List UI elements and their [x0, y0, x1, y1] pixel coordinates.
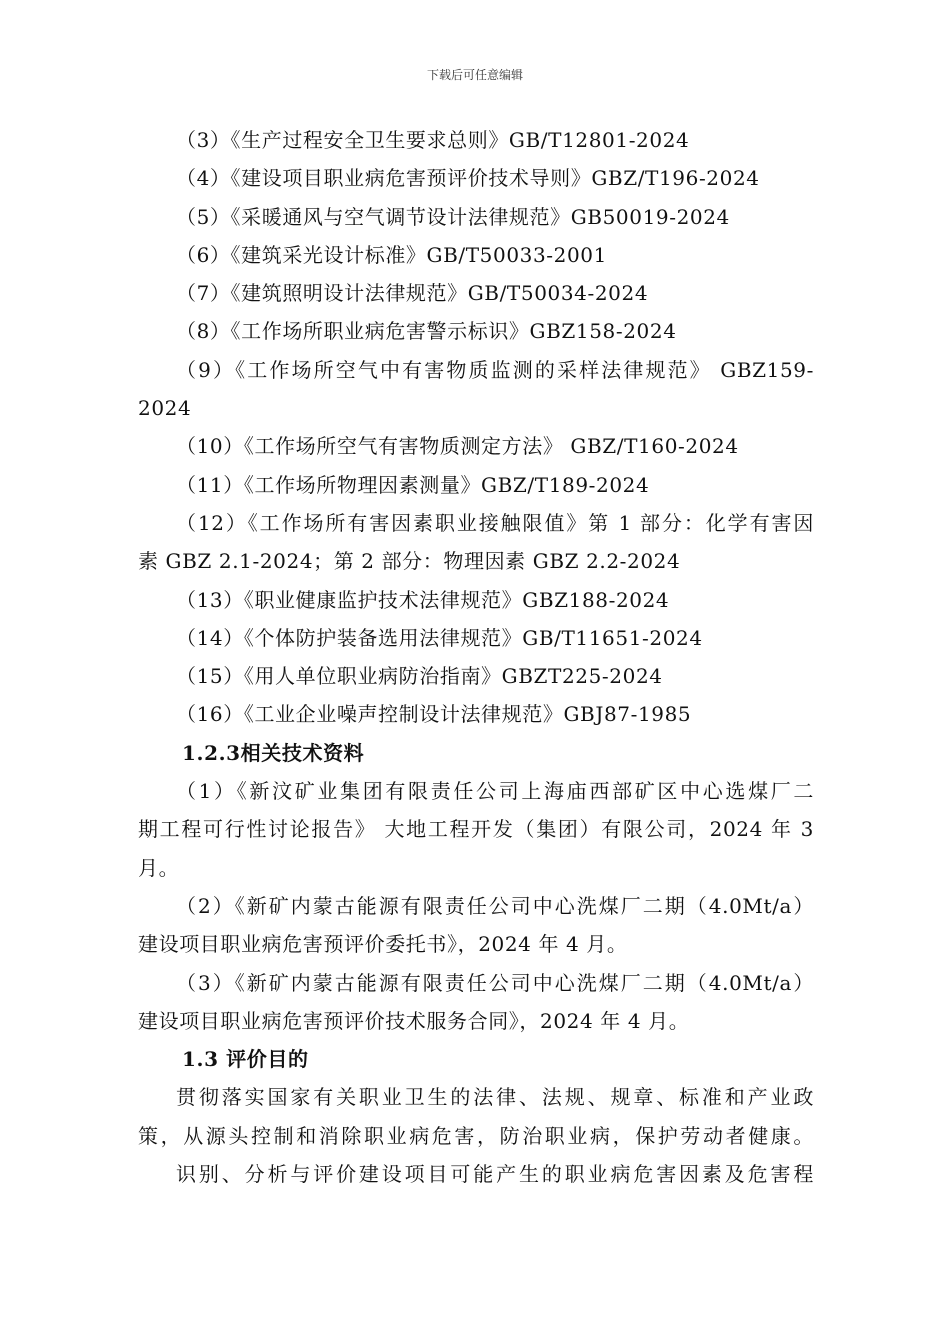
text-line: （5）《采暖通风与空气调节设计法律规范》GB50019-2024 — [176, 204, 730, 229]
text-line: （3）《新矿内蒙古能源有限责任公司中心洗煤厂二期（4.0Mt/a） — [176, 970, 814, 995]
text-line: 建设项目职业病危害预评价委托书》，2024 年 4 月。 — [138, 932, 628, 957]
section-heading: 1.2.3相关技术资料 — [182, 740, 365, 765]
text-line: （2）《新矿内蒙古能源有限责任公司中心洗煤厂二期（4.0Mt/a） — [176, 893, 814, 918]
text-line: （15）《用人单位职业病防治指南》GBZT225-2024 — [176, 664, 663, 689]
text-line: 月。 — [138, 855, 180, 880]
text-line: （3）《生产过程安全卫生要求总则》GB/T12801-2024 — [176, 128, 690, 152]
text-line: （13）《职业健康监护技术法律规范》GBZ188-2024 — [176, 587, 670, 612]
text-line: （14）《个体防护装备选用法律规范》GB/T11651-2024 — [176, 625, 703, 650]
text-line: （16）《工业企业噪声控制设计法律规范》GBJ87-1985 — [176, 702, 692, 727]
text-line: 策，从源头控制和消除职业病危害，防治职业病，保护劳动者健康。 — [138, 1123, 814, 1148]
text-line: 素 GBZ 2.1-2024；第 2 部分：物理因素 GBZ 2.2-2024 — [138, 549, 681, 574]
text-line: （11）《工作场所物理因素测量》GBZ/T189-2024 — [176, 472, 650, 497]
document-body — [138, 121, 814, 1193]
text-line: 贯彻落实国家有关职业卫生的法律、法规、规章、标准和产业政 — [176, 1085, 814, 1110]
text-line: （4）《建设项目职业病危害预评价技术导则》GBZ/T196-2024 — [176, 166, 760, 191]
text-line: （9）《工作场所空气中有害物质监测的采样法律规范》 GBZ159- — [176, 357, 814, 382]
section-heading: 1.3 评价目的 — [182, 1047, 309, 1072]
text-line: 期工程可行性讨论报告》 大地工程开发（集团）有限公司，2024 年 3 — [138, 817, 814, 842]
text-line: 2024 — [138, 396, 192, 421]
text-line: （7）《建筑照明设计法律规范》GB/T50034-2024 — [176, 281, 649, 306]
text-line: （1）《新汶矿业集团有限责任公司上海庙西部矿区中心选煤厂二 — [176, 779, 814, 804]
text-line: （6）《建筑采光设计标准》GB/T50033-2001 — [176, 242, 607, 267]
text-line: （10）《工作场所空气有害物质测定方法》 GBZ/T160-2024 — [176, 434, 739, 459]
text-line: （12）《工作场所有害因素职业接触限值》第 1 部分：化学有害因 — [176, 510, 814, 535]
page-header: 下载后可任意编辑 — [426, 68, 523, 82]
text-line: 建设项目职业病危害预评价技术服务合同》，2024 年 4 月。 — [138, 1008, 690, 1033]
text-line: 识别、分析与评价建设项目可能产生的职业病危害因素及危害程 — [176, 1162, 814, 1187]
text-line: （8）《工作场所职业病危害警示标识》GBZ158-2024 — [176, 319, 677, 344]
